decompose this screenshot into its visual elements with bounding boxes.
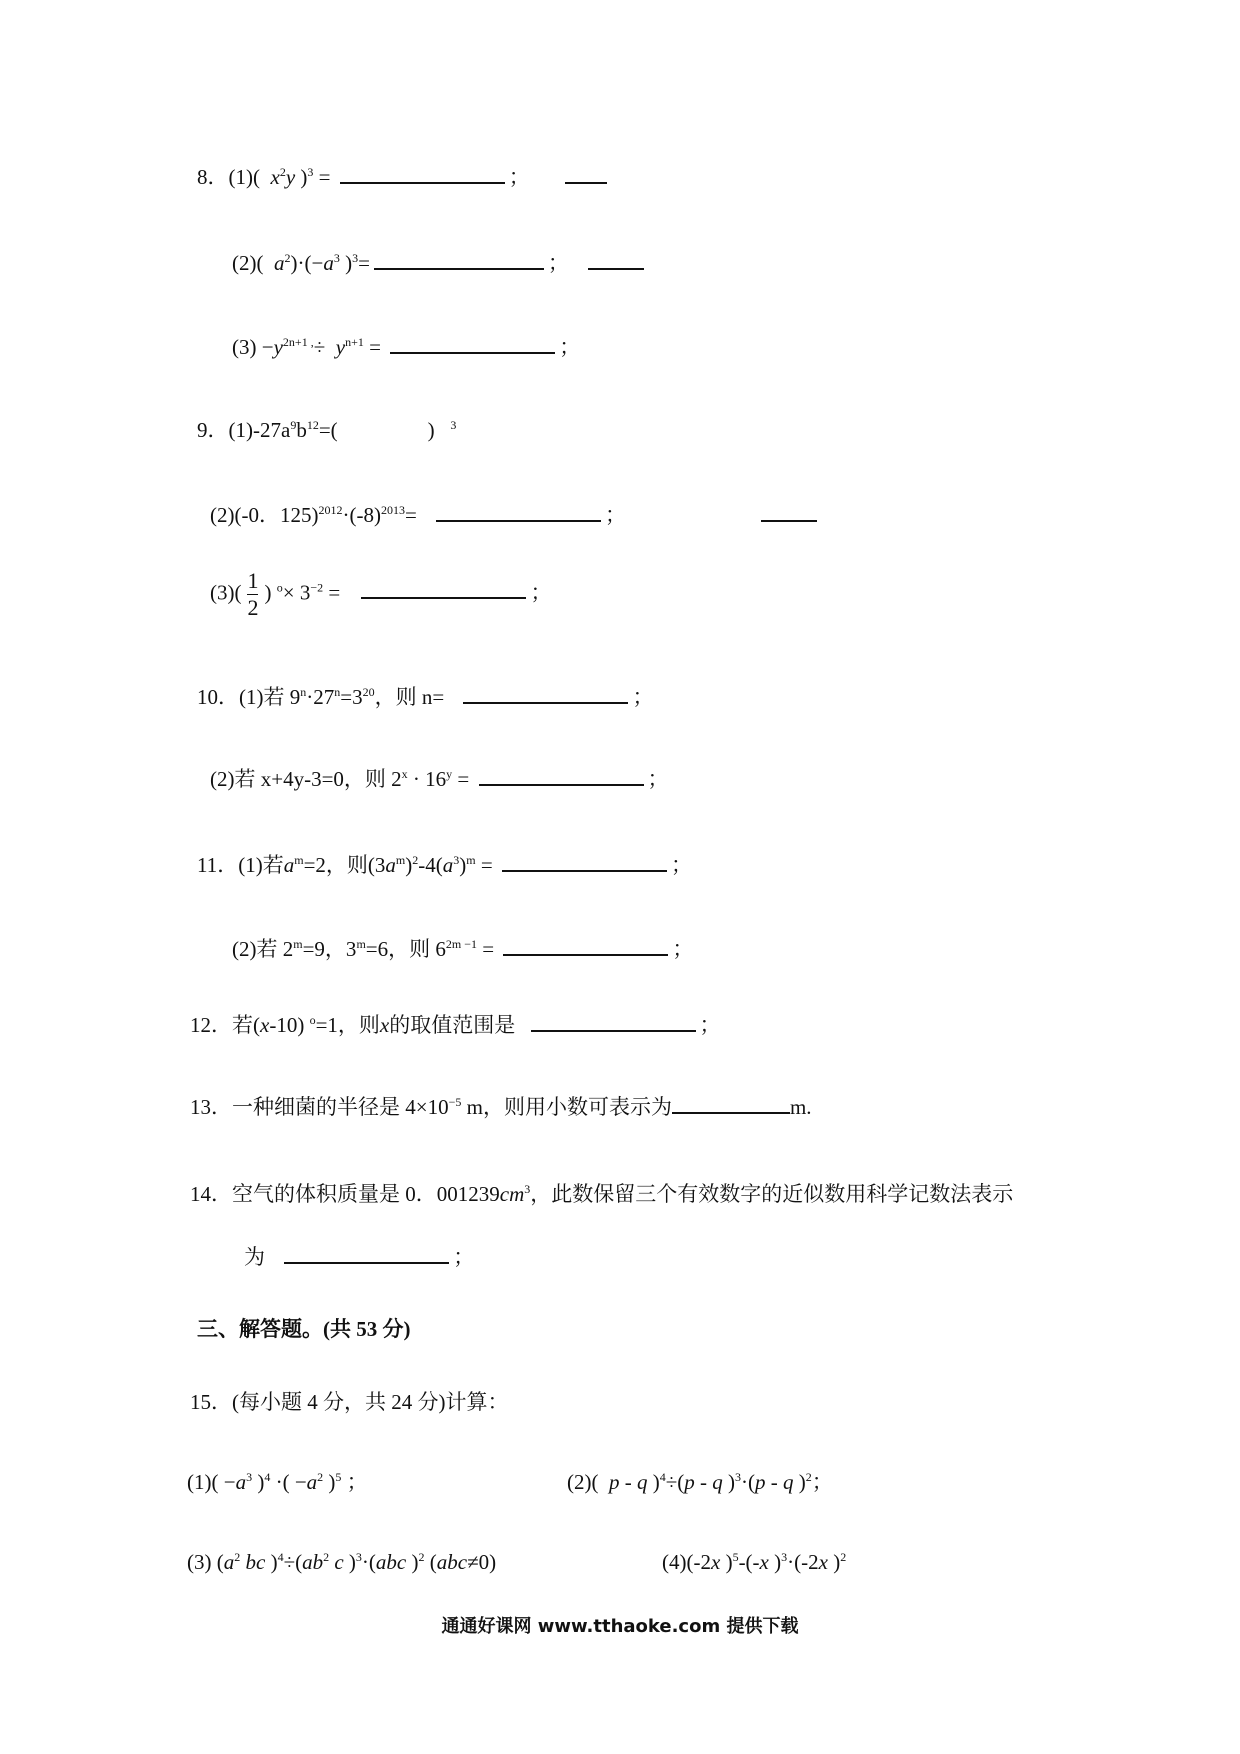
q10-part2: (2)若 x+4y-3=0，则 $2^x \cdot 16^y$ = ；	[210, 762, 669, 793]
q15-part2: (2)( p - q )$^4$÷(p - q )$^3$·(p - q )$^2$；	[567, 1470, 833, 1494]
q8-part1: 8．(1)( $x^2y$ )$^3$ = ；	[197, 160, 611, 191]
q9-part3: (3)( $\frac{1}{2}$ ) $^o\times 3^{-2}$ = ；	[210, 568, 552, 620]
answer-blank[interactable]	[479, 762, 644, 786]
answer-blank[interactable]	[374, 246, 544, 270]
q12: 12．若(x-10) $^o$=1，则x的取值范围是 ；	[190, 1008, 721, 1039]
answer-blank[interactable]	[361, 575, 526, 599]
q8-part2: (2)( $a^2)\cdot(-a^3$ )$^3$= ；	[232, 246, 648, 277]
q15-head: 15．(每小题 4 分，共 24 分)计算：	[190, 1390, 509, 1414]
q14-line2: 为 ；	[244, 1240, 474, 1271]
q15-part4: (4)(-2x )$^5$-(-x )$^3$·(-2x )$^2$	[662, 1550, 847, 1574]
footer-watermark: 通通好课网 www.tthaoke.com 提供下载	[441, 1616, 799, 1637]
q13: 13．一种细菌的半径是 $4\times 10^{-5}$ m，则用小数可表示为 m.	[190, 1090, 812, 1121]
q8-part3: $(3) -y^{2n+1 ,}\div y^{n+1}$ = ；	[232, 330, 580, 361]
answer-blank[interactable]	[340, 160, 505, 184]
section-title: 三、解答题。(共 53 分)	[197, 1317, 411, 1341]
q9-part2: (2)(-0．$125)^{2012}\cdot(-8)^{2013}=$ ；	[210, 498, 821, 529]
q10-part1: 10．(1)若 $9^n\cdot 27^n=3^{20}$，则 n= ；	[197, 680, 653, 711]
q15-part1: $(1)( -a^3$ )$^4$ ·( $-a^2$ )$^5$ ；	[187, 1470, 368, 1494]
fraction: $\frac{1}{2}$	[247, 568, 259, 620]
answer-blank[interactable]	[672, 1090, 790, 1114]
answer-blank[interactable]	[390, 330, 555, 354]
q15-part3: (3) ($a^2$ bc )$^4\div(ab^2$ c )$^3$·(abc )$^2$ (abc≠0)	[187, 1550, 497, 1574]
answer-blank[interactable]	[503, 932, 668, 956]
answer-blank[interactable]	[502, 848, 667, 872]
answer-blank[interactable]	[565, 160, 607, 184]
answer-blank[interactable]	[761, 498, 817, 522]
answer-blank[interactable]	[463, 680, 628, 704]
q14-line1: 14．空气的体积质量是 0．$001239cm^3$，此数保留三个有效数字的近似数用科学记数法表示	[190, 1182, 1014, 1206]
answer-blank[interactable]	[588, 246, 644, 270]
q11-part2: (2)若 $2^m=9$，$3^m=6$，则 $6^{2m -1}$ = ；	[232, 932, 693, 963]
q11-part1: 11．(1)若$a^m=2$，则$(3a^m)^2-4(a^3)^m$ = ；	[197, 848, 692, 879]
answer-blank[interactable]	[284, 1240, 449, 1264]
answer-blank[interactable]	[531, 1008, 696, 1032]
q9-part1: 9．$(1)-27a^9b^{12}=$( ) $^3$	[197, 418, 457, 442]
answer-blank[interactable]	[436, 498, 601, 522]
